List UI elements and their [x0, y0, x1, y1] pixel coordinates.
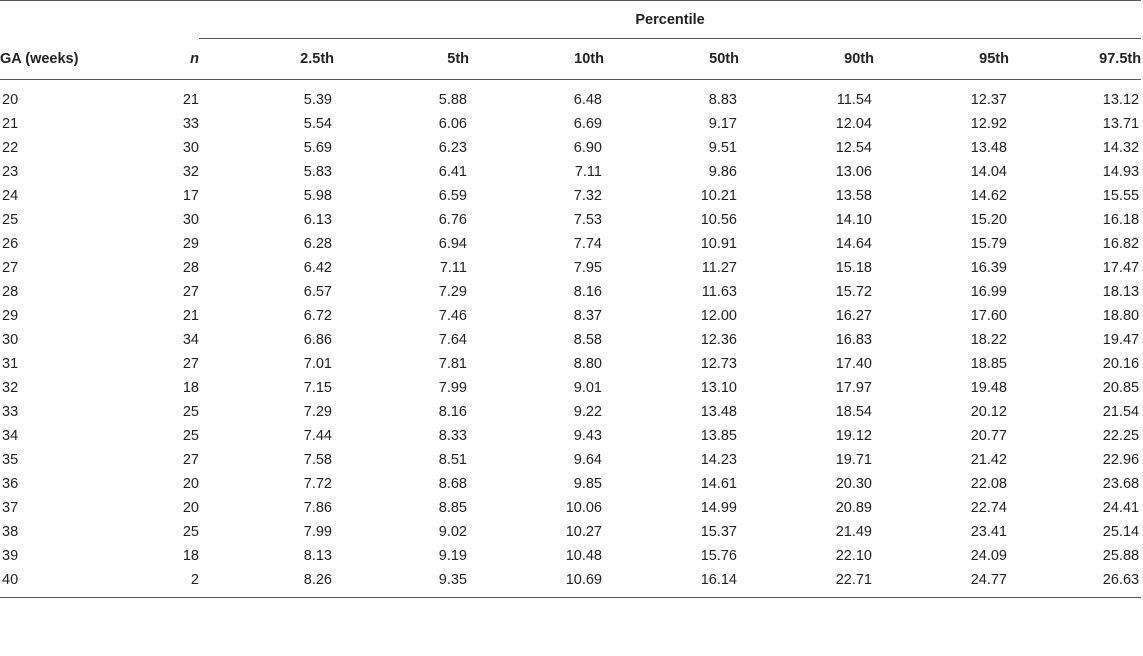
cell-p95: 15.20 — [970, 212, 1007, 228]
table-row — [0, 352, 1141, 376]
cell-n: 17 — [182, 188, 199, 204]
cell-n: 20 — [182, 476, 199, 492]
cell-n: 34 — [182, 332, 199, 348]
cell-p5: 6.23 — [438, 140, 467, 156]
cell-p50: 9.17 — [708, 116, 737, 132]
table-row — [0, 496, 1141, 520]
cell-p97-5: 16.82 — [1102, 236, 1140, 252]
cell-ga: 37 — [2, 500, 19, 516]
cell-p97-5: 18.80 — [1102, 308, 1140, 324]
cell-p2-5: 5.39 — [303, 92, 332, 108]
table-row — [0, 520, 1141, 544]
table-row — [0, 448, 1141, 472]
cell-p2-5: 7.99 — [303, 524, 332, 540]
table-header — [0, 1, 1141, 80]
cell-p5: 6.59 — [438, 188, 467, 204]
cell-p5: 9.19 — [438, 548, 467, 564]
cell-p95: 15.79 — [970, 236, 1007, 252]
cell-p90: 20.89 — [835, 500, 872, 516]
cell-p10: 7.11 — [574, 164, 602, 180]
cell-p50: 12.00 — [700, 308, 737, 324]
cell-p97-5: 26.63 — [1009, 568, 1141, 598]
cell-p90: 13.06 — [835, 164, 872, 180]
column-header-p95: 95th — [979, 51, 1009, 67]
cell-ga: 28 — [2, 284, 19, 300]
cell-p50: 15.37 — [700, 524, 737, 540]
cell-p50: 14.61 — [700, 476, 737, 492]
cell-p50: 12.36 — [700, 332, 737, 348]
cell-p10: 9.64 — [573, 452, 602, 468]
cell-p90: 12.04 — [835, 116, 872, 132]
cell-n: 28 — [182, 260, 199, 276]
cell-ga: 36 — [2, 476, 19, 492]
cell-p10: 10.27 — [565, 524, 602, 540]
cell-p50: 14.99 — [700, 500, 737, 516]
cell-p97-5: 25.14 — [1102, 524, 1140, 540]
cell-p5: 7.81 — [438, 356, 467, 372]
cell-p90: 22.71 — [739, 568, 874, 598]
cell-p2-5: 6.86 — [303, 332, 332, 348]
cell-ga: 30 — [2, 332, 19, 348]
cell-p95: 16.99 — [970, 284, 1007, 300]
table-row — [0, 376, 1141, 400]
column-header-p90: 90th — [844, 51, 874, 67]
cell-p90: 12.54 — [835, 140, 872, 156]
cell-ga: 34 — [2, 428, 19, 444]
cell-p5: 8.51 — [438, 452, 467, 468]
table-row — [0, 328, 1141, 352]
cell-p97-5: 13.12 — [1102, 92, 1140, 108]
cell-p2-5: 8.26 — [199, 568, 334, 598]
cell-p95: 22.08 — [970, 476, 1007, 492]
cell-p5: 9.35 — [334, 568, 469, 598]
cell-ga: 39 — [2, 548, 19, 564]
cell-n: 25 — [182, 524, 199, 540]
cell-p2-5: 7.72 — [303, 476, 332, 492]
cell-p95: 21.42 — [970, 452, 1007, 468]
cell-p95: 14.04 — [970, 164, 1007, 180]
table-row — [0, 568, 1141, 598]
cell-n: 18 — [182, 380, 199, 396]
cell-p50: 11.63 — [701, 284, 737, 300]
cell-p50: 13.48 — [700, 404, 737, 420]
cell-p5: 6.06 — [438, 116, 467, 132]
cell-p50: 11.27 — [701, 260, 737, 276]
cell-p2-5: 6.28 — [303, 236, 332, 252]
cell-p90: 18.54 — [835, 404, 872, 420]
cell-p2-5: 6.13 — [303, 212, 332, 228]
cell-p90: 15.18 — [835, 260, 872, 276]
table-row — [0, 208, 1141, 232]
cell-n: 20 — [182, 500, 199, 516]
column-header-ga: GA (weeks) — [0, 50, 79, 67]
cell-p50: 16.14 — [604, 568, 739, 598]
cell-p50: 8.83 — [708, 92, 737, 108]
cell-p10: 9.43 — [573, 428, 602, 444]
cell-p97-5: 13.71 — [1102, 116, 1140, 132]
cell-p5: 5.88 — [438, 92, 467, 108]
cell-p95: 18.22 — [970, 332, 1007, 348]
cell-ga: 22 — [2, 140, 19, 156]
header-columns-row — [0, 39, 1141, 80]
cell-p95: 12.92 — [970, 116, 1007, 132]
cell-p50: 12.73 — [700, 356, 737, 372]
cell-p10: 10.69 — [469, 568, 604, 598]
cell-p97-5: 18.13 — [1102, 284, 1140, 300]
cell-n: 27 — [182, 284, 199, 300]
cell-p2-5: 5.83 — [303, 164, 332, 180]
cell-p10: 9.85 — [573, 476, 602, 492]
cell-p10: 10.06 — [565, 500, 602, 516]
cell-p5: 8.16 — [438, 404, 467, 420]
table-row — [0, 184, 1141, 208]
cell-p50: 9.86 — [708, 164, 737, 180]
header-group-row — [0, 1, 1141, 39]
cell-p97-5: 22.25 — [1102, 428, 1140, 444]
cell-p95: 20.12 — [970, 404, 1007, 420]
cell-p50: 14.23 — [700, 452, 737, 468]
table-row — [0, 232, 1141, 256]
cell-p50: 13.85 — [700, 428, 737, 444]
table-row — [0, 112, 1141, 136]
cell-p2-5: 7.86 — [303, 500, 332, 516]
cell-p97-5: 17.47 — [1102, 260, 1140, 276]
cell-p2-5: 5.54 — [303, 116, 332, 132]
cell-ga: 24 — [2, 188, 19, 204]
cell-p90: 16.83 — [835, 332, 872, 348]
table-row — [0, 280, 1141, 304]
table-row — [0, 544, 1141, 568]
cell-n: 27 — [182, 356, 199, 372]
column-header-p2-5: 2.5th — [300, 51, 334, 67]
cell-p10: 6.90 — [573, 140, 602, 156]
cell-p2-5: 7.29 — [303, 404, 332, 420]
cell-p5: 7.64 — [438, 332, 467, 348]
cell-n: 2 — [126, 568, 199, 598]
cell-p90: 22.10 — [835, 548, 872, 564]
cell-p50: 15.76 — [700, 548, 737, 564]
cell-p50: 10.21 — [700, 188, 737, 204]
cell-p90: 13.58 — [835, 188, 872, 204]
cell-p2-5: 7.15 — [303, 380, 332, 396]
cell-p5: 6.94 — [438, 236, 467, 252]
cell-p2-5: 6.72 — [303, 308, 332, 324]
table-row — [0, 400, 1141, 424]
cell-p10: 6.69 — [573, 116, 602, 132]
table-row — [0, 160, 1141, 184]
cell-n: 25 — [182, 404, 199, 420]
cell-ga: 31 — [2, 356, 19, 372]
table-row — [0, 424, 1141, 448]
table-row — [0, 256, 1141, 280]
cell-ga: 38 — [2, 524, 19, 540]
column-header-p5: 5th — [447, 51, 469, 67]
cell-p95: 24.09 — [970, 548, 1007, 564]
cell-p95: 12.37 — [970, 92, 1007, 108]
cell-p97-5: 15.55 — [1102, 188, 1140, 204]
cell-ga: 35 — [2, 452, 19, 468]
cell-p5: 7.99 — [438, 380, 467, 396]
header-spacer — [126, 1, 199, 39]
cell-n: 25 — [182, 428, 199, 444]
cell-ga: 26 — [2, 236, 19, 252]
cell-n: 30 — [182, 140, 199, 156]
cell-p95: 16.39 — [970, 260, 1007, 276]
header-spacer — [0, 1, 126, 39]
cell-ga: 20 — [2, 92, 19, 108]
cell-ga: 40 — [0, 568, 126, 598]
cell-p2-5: 5.69 — [303, 140, 332, 156]
cell-p2-5: 7.44 — [303, 428, 332, 444]
cell-p5: 6.41 — [438, 164, 467, 180]
cell-n: 27 — [182, 452, 199, 468]
cell-ga: 29 — [2, 308, 19, 324]
cell-ga: 25 — [2, 212, 19, 228]
table-row — [0, 472, 1141, 496]
cell-p90: 19.71 — [835, 452, 872, 468]
cell-p5: 6.76 — [438, 212, 467, 228]
cell-p95: 18.85 — [970, 356, 1007, 372]
column-header-p10: 10th — [574, 51, 604, 67]
table-body — [0, 80, 1141, 598]
table-row — [0, 80, 1141, 113]
cell-n: 29 — [182, 236, 199, 252]
cell-p10: 10.48 — [565, 548, 602, 564]
cell-p5: 7.11 — [439, 260, 467, 276]
cell-p50: 10.56 — [700, 212, 737, 228]
cell-p10: 8.37 — [573, 308, 602, 324]
cell-p10: 9.22 — [573, 404, 602, 420]
cell-p95: 13.48 — [970, 140, 1007, 156]
cell-p50: 10.91 — [700, 236, 737, 252]
cell-p90: 17.97 — [835, 380, 872, 396]
cell-p5: 9.02 — [438, 524, 467, 540]
cell-p97-5: 23.68 — [1102, 476, 1140, 492]
cell-p90: 20.30 — [835, 476, 872, 492]
percentile-group-header: Percentile — [199, 1, 1141, 39]
column-header-n: n — [190, 50, 199, 67]
cell-p10: 7.95 — [573, 260, 602, 276]
column-header-p50: 50th — [709, 51, 739, 67]
cell-p95: 14.62 — [970, 188, 1007, 204]
cell-n: 21 — [182, 92, 199, 108]
cell-p90: 14.10 — [835, 212, 872, 228]
cell-p95: 24.77 — [874, 568, 1009, 598]
cell-p97-5: 24.41 — [1102, 500, 1140, 516]
cell-p10: 8.58 — [573, 332, 602, 348]
cell-p10: 8.16 — [573, 284, 602, 300]
cell-n: 32 — [182, 164, 199, 180]
cell-p90: 21.49 — [835, 524, 872, 540]
cell-p90: 17.40 — [835, 356, 872, 372]
cell-p90: 16.27 — [835, 308, 872, 324]
cell-p95: 20.77 — [970, 428, 1007, 444]
cell-n: 30 — [182, 212, 199, 228]
cell-p95: 22.74 — [970, 500, 1007, 516]
cell-p10: 7.32 — [573, 188, 602, 204]
cell-p97-5: 20.85 — [1102, 380, 1140, 396]
cell-p90: 11.54 — [836, 92, 872, 108]
cell-p2-5: 6.57 — [303, 284, 332, 300]
cell-p90: 15.72 — [835, 284, 872, 300]
cell-p10: 7.74 — [573, 236, 602, 252]
column-header-p97-5: 97.5th — [1099, 51, 1142, 67]
cell-p2-5: 5.98 — [303, 188, 332, 204]
cell-p5: 8.33 — [438, 428, 467, 444]
cell-p97-5: 14.93 — [1102, 164, 1140, 180]
cell-p10: 8.80 — [573, 356, 602, 372]
cell-n: 18 — [182, 548, 199, 564]
cell-p2-5: 7.01 — [303, 356, 332, 372]
cell-p2-5: 6.42 — [303, 260, 332, 276]
cell-p10: 7.53 — [573, 212, 602, 228]
cell-p97-5: 19.47 — [1102, 332, 1140, 348]
cell-p97-5: 20.16 — [1102, 356, 1140, 372]
cell-p2-5: 8.13 — [303, 548, 332, 564]
cell-p95: 17.60 — [970, 308, 1007, 324]
cell-ga: 32 — [2, 380, 19, 396]
cell-p95: 19.48 — [970, 380, 1007, 396]
cell-ga: 21 — [2, 116, 19, 132]
cell-p5: 8.85 — [438, 500, 467, 516]
cell-p95: 23.41 — [970, 524, 1007, 540]
cell-p2-5: 7.58 — [303, 452, 332, 468]
cell-p97-5: 14.32 — [1102, 140, 1140, 156]
cell-p97-5: 22.96 — [1102, 452, 1140, 468]
cell-p10: 6.48 — [573, 92, 602, 108]
cell-ga: 33 — [2, 404, 19, 420]
cell-p50: 13.10 — [700, 380, 737, 396]
table-row — [0, 304, 1141, 328]
cell-p90: 14.64 — [835, 236, 872, 252]
table-row — [0, 136, 1141, 160]
cell-p97-5: 21.54 — [1102, 404, 1140, 420]
cell-p97-5: 25.88 — [1102, 548, 1140, 564]
cell-ga: 23 — [2, 164, 19, 180]
cell-p10: 9.01 — [573, 380, 602, 396]
cell-p90: 19.12 — [835, 428, 872, 444]
cell-p5: 8.68 — [438, 476, 467, 492]
cell-ga: 27 — [2, 260, 19, 276]
cell-p50: 9.51 — [708, 140, 737, 156]
cell-p97-5: 16.18 — [1102, 212, 1140, 228]
cell-n: 33 — [182, 116, 199, 132]
cell-p5: 7.29 — [438, 284, 467, 300]
cell-p5: 7.46 — [438, 308, 467, 324]
cell-n: 21 — [182, 308, 199, 324]
